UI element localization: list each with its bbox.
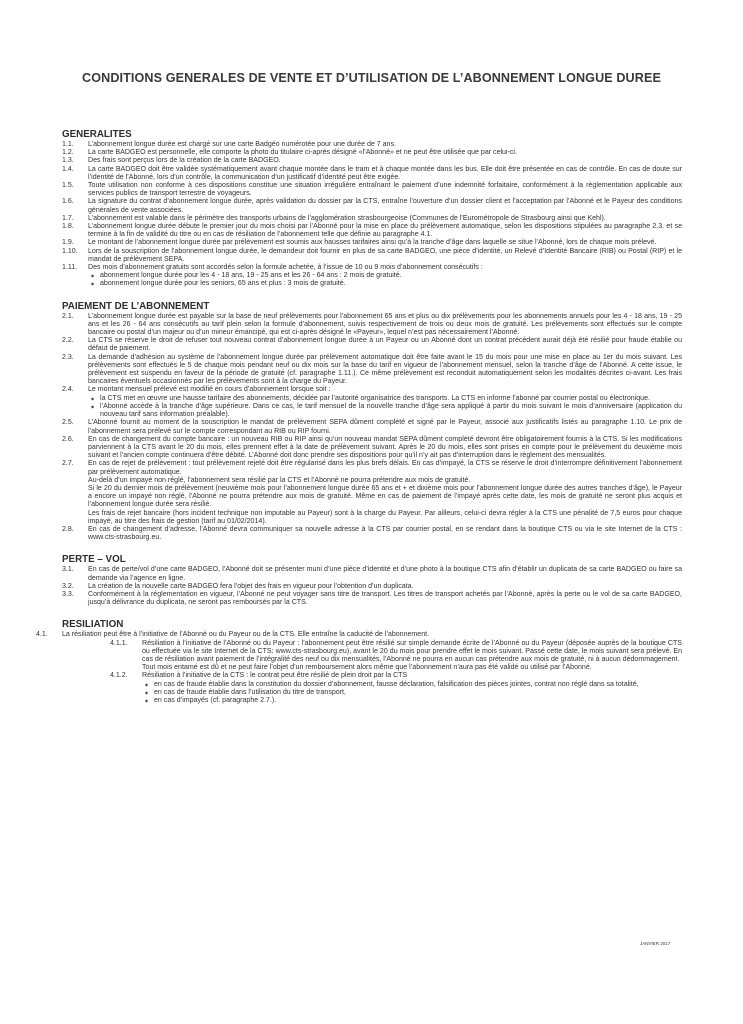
sub-clause: 4.1.2. Résiliation à l’initiative de la CTS : le contrat peut être résilié de plein droit par la CTS ◆ en cas de fraude établie dans la constitution du dossier d’abonnement, fausse déclaration, falsification des pièces jointes, contrat non réglé dans sa totalité, ◆ en cas de fraude établie dans l’utilisation du titre de transport, ◆ en cas d’impayés (cf. paragraphe 2.7.).: [62, 672, 682, 705]
clause-paragraph: Si le 20 du dernier mois de prélèvement (neuvième mois pour l’abonnement longue durée 65 ans et + et dixième mois pour l’abonnement longue durée des autres tranches d’âge), le Payeur a encore un impayé non réglé, l’Abonné ne pourra prétendre aux mois de gratuité. Même en cas de paiement de l’impayé après cette date, les mois de gratuité ne seront plus acquis et l’abonnement longue durée sera résilié.: [88, 484, 682, 509]
clause: 2.3. La demande d’adhésion au système de l’abonnement longue durée par prélèvement automatique doit être faite avant le 15 du mois pour une mise en place au 1er du mois suivant. Les prélèvements sont effectués le 5 de chaque mois pendant neuf ou dix mois sur la base du tarif en vigueur de l’abonnement mensuel, selon la tranche d’âge de l’Abonné. A cette issue, le prélèvement est suspendu en faveur de la période de gratuité (cf. paragraphe 1.11.). Ce même prélèvement est reconduit automatiquement selon les modalités décrites ci-avant. Les frais bancaires éventuels occasionnés par les prélèvements sont à la charge du Payeur.: [62, 353, 682, 386]
bullet-item: ◆ en cas de fraude établie dans la constitution du dossier d’abonnement, fausse déclaration, falsification des pièces jointes, contrat non réglé dans sa totalité,: [142, 681, 682, 689]
bullet-item: ◆ abonnement longue durée pour les 4 - 18 ans, 19 - 25 ans et les 26 - 64 ans : 2 mois de gratuité.: [88, 272, 682, 280]
clause: 1.3. Des frais sont perçus lors de la création de la carte BADGEO.: [62, 157, 281, 165]
clause: 2.8. En cas de changement d’adresse, l’Abonné devra communiquer sa nouvelle adresse à la CTS par courrier postal, en se rendant dans la boutique CTS ou via le site Internet de la CTS : www.cts-strasbourg.eu.: [62, 525, 682, 542]
sub-clause: 4.1.1. Résiliation à l’initiative de l’Abonné ou du Payeur : l’abonnement peut être résilié sur simple demande écrite de l’Abonné ou du Payeur (déposée auprès de la boutique CTS ou effectuée via le site Internet de la CTS: www.cts-strasbourg.eu), avant le 20 du mois pour prendre effet le mois suivant. Passé cette date, le mois suivant sera prélevé. En cas de résiliation avant paiement de l’intégralité des neuf ou dix mensualités, l’Abonné ne pourra en aucun cas prétendre aux mois de gratuité, ni à aucun dédommagement. Tout mois entamé est dû et ne peut faire l’objet d’un remboursement alors même que l’abonnement n’aura pas été validé ou utilisé par l’Abonné.: [110, 639, 682, 672]
paiement-list: [62, 313, 682, 543]
bullet-item: ◆ en cas de fraude établie dans l’utilisation du titre de transport,: [142, 689, 682, 697]
clause: 1.1. L’abonnement longue durée est chargé sur une carte Badgéo numérotée pour une durée de 7 ans.: [62, 141, 396, 148]
section-heading-paiement: PAIEMENT DE L’ABONNEMENT: [62, 300, 210, 312]
perte-list: [62, 566, 682, 607]
clause: 1.7. L’abonnement est valable dans le périmètre des transports urbains de l’agglomération strasbourgeoise (Communes de l’Eurométropole de Strasbourg ainsi que Kehl).: [62, 214, 606, 222]
clause: 2.2. La CTS se réserve le droit de refuser tout nouveau contrat d’abonnement longue durée à un Payeur ou un Abonné dont un contrat précédent aurait déjà été résilié pour fraude établie ou défaut de paiement.: [62, 337, 682, 353]
clause-paragraph: Tout mois entamé est dû et ne peut faire l’objet d’un remboursement alors même que l’abonnement n’aura pas été validé ou utilisé par l’Abonné.: [142, 664, 592, 672]
document-body: [36, 129, 682, 705]
bullet-list: [142, 681, 682, 706]
clause: 2.5. L’Abonné fournit au moment de la souscription le mandat de prélèvement SEPA dûment complété et signé par le Payeur, associé aux justificatifs listés au paragraphe 1.10. Le prix de l’abonnement sera prélevé sur le compte correspondant au RIB ou RIP fourni.: [62, 419, 682, 435]
clause: 1.4. La carte BADGEO doit être validée systématiquement avant chaque montée dans le tram et à chaque montée dans les bus. Elle doit être présentée en cas de contrôle. En cas de doute sur l’identité de l’Abonné, lors d’un contrôle, la communication d’un justificatif d’identité peut être exigée.: [62, 165, 682, 181]
clause: 3.3. Conformément à la réglementation en vigueur, l’Abonné ne peut voyager sans titre de transport. Les titres de transport achetés par l’Abonné, après la perte ou le vol de sa carte BADGEO, jusqu’à délivrance du duplicata, ne seront pas remboursés par la CTS.: [62, 590, 682, 607]
bullet-item: ◆ la CTS met en œuvre une hausse tarifaire des abonnements, décidée par l’autorité organisatrice des transports. La CTS en informe l’abonné par courrier postal ou électronique.: [88, 395, 682, 403]
clause-paragraph: Au-delà d’un impayé non réglé, l’abonnement sera résilié par la CTS et l’Abonné ne pourra prétendre aux mois de gratuité.: [88, 476, 471, 484]
bullet-item: ◆ l’Abonné accède à la tranche d’âge supérieure. Dans ce cas, le tarif mensuel de la nouvelle tranche d’âge sera appliqué à partir du mois suivant le mois d’anniversaire (application du nouveau tarif sans information préalable).: [88, 403, 682, 419]
clause: 1.8. L’abonnement longue durée débute le premier jour du mois choisi par l’Abonné pour la mise en place du prélèvement automatique, selon les dispositions stipulées au paragraphe 2.3. et se termine à la fin de validité du titre ou en cas de résiliation de l’abonnement telle que définie au paragraphe 4.1.: [62, 223, 682, 239]
section-heading-generalites: GENERALITES: [62, 129, 132, 140]
clause-paragraph: Les frais de rejet bancaire (hors incident technique non imputable au Payeur) sont à la charge du Payeur. Par ailleurs, celui-ci devra régler à la CTS une pénalité de 7,5 euros pour chaque impayé, au titre des frais de gestion (tarif au 01/02/2014).: [88, 509, 682, 525]
clause: 1.2. La carte BADGEO est personnelle, elle comporte la photo du titulaire ci-après désigné «l’Abonné» et ne peut être utilisée que par celui-ci.: [62, 149, 517, 157]
clause: 1.9. Le montant de l’abonnement longue durée par prélèvement est soumis aux hausses tarifaires ainsi qu’à la tranche d’âge dans laquelle se situe l’Abonné, lors de chaque mois prélevé.: [62, 239, 657, 247]
bullet-list: [88, 395, 682, 420]
clause: 2.7. En cas de rejet de prélèvement : tout prélèvement rejeté doit être régularisé dans les plus brefs délais. En cas d’impayé, la CTS se réserve le droit d’interrompre définitivement l’abonnement par prélèvement automatique. Au-delà d’un impayé non réglé, l’abonnement sera résilié par la CTS et l’Abonné ne pourra prétendre aux mois de gratuité. Si le 20 du dernier mois de prélèvement (neuvième mois pour l’abonnement longue durée 65 ans et + et dixième mois pour l’abonnement longue durée des autres tranches d’âge), le Payeur a encore un impayé non réglé, l’Abonné ne pourra prétendre aux mois de gratuité. Même en cas de paiement de l’impayé après cette date, les mois de gratuité ne seront plus acquis et l’abonnement longue durée sera résilié. Les frais de rejet bancaire (hors incident technique non imputable au Payeur) sont à la charge du Payeur. Par ailleurs, celui-ci devra régler à la CTS une pénalité de 7,5 euros pour chaque impayé, au titre des frais de gestion (tarif au 01/02/2014).: [62, 460, 682, 525]
cts-website-link[interactable]: www.cts-strasbourg.eu.: [88, 534, 162, 542]
footer-date: JANVIER 2017: [640, 941, 671, 946]
clause: 2.4. Le montant mensuel prélevé est modifié en cours d’abonnement lorsque soit : ◆ la CTS met en œuvre une hausse tarifaire des abonnements, décidée par l’autorité organisatrice des transports. La CTS en informe l’abonné par courrier postal ou électronique. ◆ l’Abonné accède à la tranche d’âge supérieure. Dans ce cas, le tarif mensuel de la nouvelle tranche d’âge sera appliqué à partir du mois suivant le mois d’anniversaire (application du nouveau tarif sans information préalable).: [62, 386, 682, 419]
generalites-list: [62, 141, 682, 289]
clause: 3.1. En cas de perte/vol d’une carte BADGEO, l’Abonné doit se présenter muni d’une pièce d’identité et d’une photo à la boutique CTS afin d’établir un duplicata de sa carte BADGEO ou faire sa demande via l’agence en ligne.: [62, 566, 682, 582]
clause: 4.1. La résiliation peut être à l’initiative de l’Abonné ou du Payeur ou de la CTS. Elle entraîne la caducité de l’abonnement.: [36, 631, 430, 639]
clause: 1.5. Toute utilisation non conforme à ces dispositions constitue une situation irrégulière entraînant le paiement d’une indemnité forfaitaire, conformément à la règlementation applicable aux services publics de transport terrestre de voyageurs.: [62, 182, 682, 198]
clause: 1.11. Des mois d’abonnement gratuits sont accordés selon la formule achetée, à l’issue de 10 ou 9 mois d’abonnement consécutifs : ◆ abonnement longue durée pour les 4 - 18 ans, 19 - 25 ans et les 26 - 64 ans : 2 mois de gratuité. ◆ abonnement longue durée pour les seniors, 65 ans et plus : 3 mois de gratuité.: [62, 264, 682, 289]
clause: 2.1. L’abonnement longue durée est payable sur la base de neuf prélèvements pour l’abonnement 65 ans et plus ou dix prélèvements pour les abonnements annuels pour les 4 - 18 ans, 19 - 25 ans et les 26 - 64 ans consécutifs au tarif plein selon la formule d’abonnement, suivis respectivement de trois ou deux mois de gratuité. Les prélèvements sont effectués sur le compte bancaire ou postal d’un majeur ou d’un mineur émancipé, qui est ci-après désigné le «Payeur», lequel n’est pas nécessairement l’Abonné.: [62, 312, 682, 337]
clause: 2.6. En cas de changement du compte bancaire : un nouveau RIB ou RIP ainsi qu’un nouveau mandat SEPA dûment complété devront être obligatoirement fournis à la CTS. Si les modifications parviennent à la CTS avant le 20 du mois, elles prennent effet à la date de prélèvement suivant. Après le 20 du mois, elles sont prises en compte pour le prélèvement du deuxième mois suivant et l’ancien compte continuera d’être débité. L’Abonné doit donc prendre ses dispositions pour qu’il n’y ait pas d’interruption dans le règlement des mensualités.: [62, 435, 682, 460]
resiliation-list: [36, 631, 682, 705]
section-heading-perte-vol: PERTE – VOL: [62, 554, 126, 566]
section-heading-resiliation: RESILIATION: [62, 619, 124, 631]
bullet-list: [88, 272, 682, 288]
bullet-item: ◆ abonnement longue durée pour les seniors, 65 ans et plus : 3 mois de gratuité.: [88, 280, 682, 288]
document-title: CONDITIONS GENERALES DE VENTE ET D’UTILISATION DE L’ABONNEMENT LONGUE DUREE: [82, 71, 661, 85]
clause: 3.2. La création de la nouvelle carte BADGEO fera l’objet des frais en vigueur pour l’obtention d’un duplicata.: [62, 582, 414, 590]
clause: 1.6. La signature du contrat d’abonnement longue durée, après validation du dossier par la CTS, entraîne l’ouverture d’un dossier client et l’acceptation par l’Abonné et le Payeur des conditions générales de vente associées.: [62, 198, 682, 214]
bullet-item: ◆ en cas d’impayés (cf. paragraphe 2.7.).: [142, 697, 682, 705]
clause: 1.10. Lors de la souscription de l’abonnement longue durée, le demandeur doit fournir en plus de sa carte BADGEO, une pièce d’identité, un Relevé d’Identité Bancaire (RIB) ou Postal (RIP) et le mandat de prélèvement SEPA.: [62, 247, 682, 263]
